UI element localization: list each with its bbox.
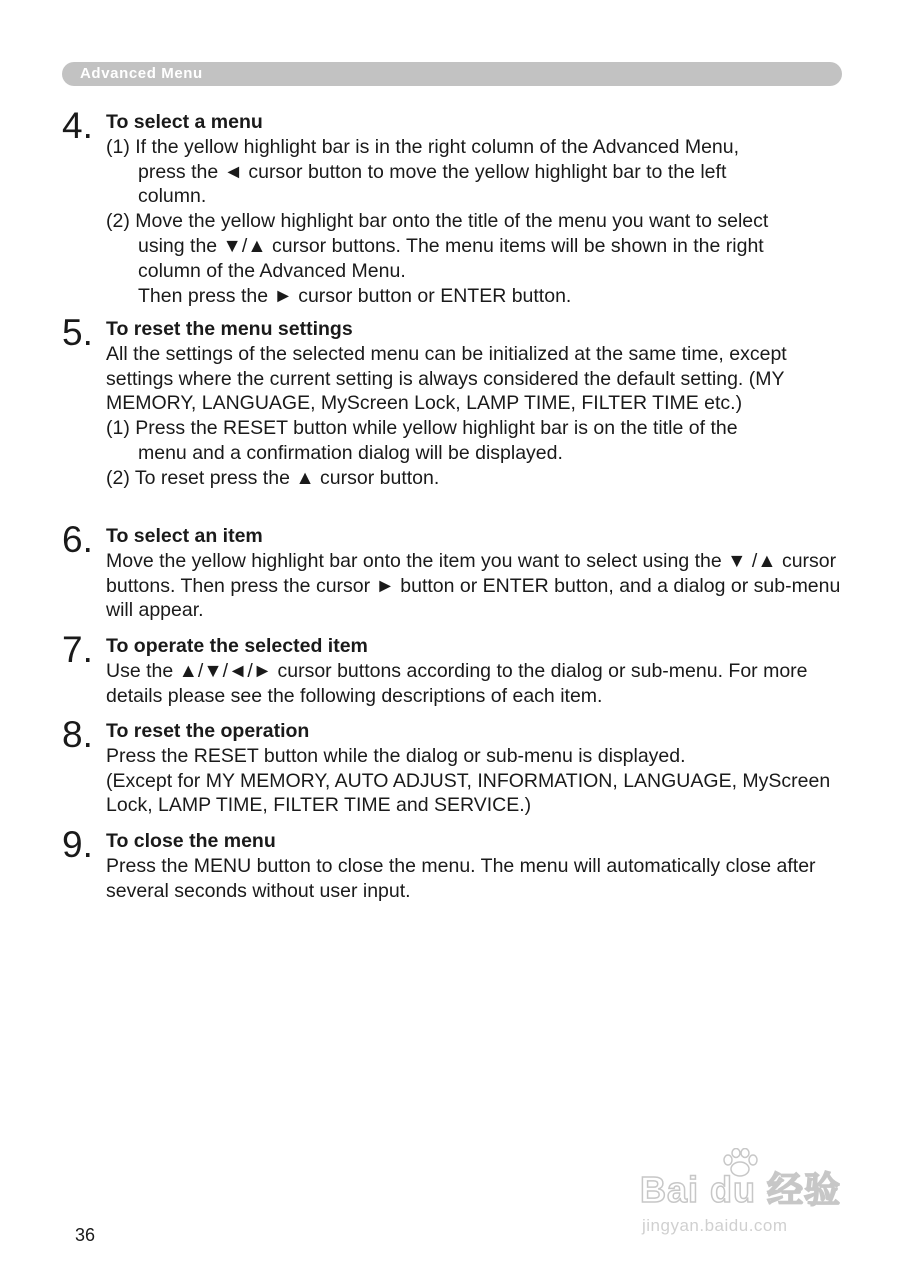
step-title: To reset the operation bbox=[106, 720, 310, 742]
step-content bbox=[106, 524, 846, 623]
sub-item-continuation: Then press the ► cursor button or ENTER button. bbox=[138, 284, 572, 307]
baidu-watermark bbox=[640, 1148, 855, 1248]
step-content bbox=[106, 110, 846, 308]
sub-item bbox=[106, 135, 846, 160]
sub-item bbox=[106, 209, 846, 234]
sub-item bbox=[106, 416, 846, 441]
sub-item-marker: (2) bbox=[106, 466, 130, 489]
step-number: 8. bbox=[62, 714, 93, 755]
step-body: Press the MENU button to close the menu. The menu will automatically close after several seconds without user input. bbox=[106, 854, 816, 902]
section-header-bar bbox=[62, 62, 842, 86]
sub-item-text: Press the RESET button while yellow highlight bar is on the title of the bbox=[135, 417, 738, 440]
sub-item-continuation: column. bbox=[138, 185, 207, 208]
page-number: 36 bbox=[75, 1225, 96, 1245]
sub-item-text: Move the yellow highlight bar onto the title of the menu you want to select bbox=[135, 210, 769, 233]
step-content bbox=[106, 317, 846, 491]
sub-item bbox=[106, 466, 846, 491]
sub-item-text: If the yellow highlight bar is in the right column of the Advanced Menu, bbox=[135, 135, 740, 158]
sub-item-text: To reset press the ▲ cursor button. bbox=[134, 466, 440, 489]
step-content bbox=[106, 829, 846, 903]
step-content bbox=[106, 634, 846, 708]
step-number: 6. bbox=[62, 519, 93, 560]
step-body: Move the yellow highlight bar onto the item you want to select using the ▼ /▲ cursor buttons. Then press the cursor ► button or ENTER button, and a dialog or sub-menu will appear. bbox=[106, 549, 841, 622]
step-number: 4. bbox=[62, 105, 93, 146]
step-number: 7. bbox=[62, 629, 93, 670]
sub-item-marker: (1) bbox=[106, 417, 130, 440]
sub-item-continuation: column of the Advanced Menu. bbox=[138, 259, 406, 282]
step-number: 5. bbox=[62, 312, 93, 353]
step-title: To select a menu bbox=[106, 111, 263, 133]
step-title: To reset the menu settings bbox=[106, 318, 353, 340]
step-number: 9. bbox=[62, 824, 93, 865]
section-title: Advanced Menu bbox=[80, 65, 203, 82]
step-body: All the settings of the selected menu can be initialized at the same time, except settings where the current setting is always considered the default setting. (MY MEMORY, LANGUAGE, MyScreen Lock, LAMP TIME, FILTER TIME etc.) bbox=[106, 342, 787, 415]
step-body: Use the ▲/▼/◄/► cursor buttons according to the dialog or sub-menu. For more details please see the following descriptions of each item. bbox=[106, 659, 808, 707]
sub-item-continuation: using the ▼/▲ cursor buttons. The menu items will be shown in the right bbox=[138, 234, 764, 257]
step-body: Press the RESET button while the dialog or sub-menu is displayed. bbox=[106, 744, 686, 767]
sub-item-marker: (1) bbox=[106, 135, 130, 158]
step-title: To select an item bbox=[106, 525, 263, 547]
sub-item-marker: (2) bbox=[106, 210, 130, 233]
sub-item-continuation: press the ◄ cursor button to move the yellow highlight bar to the left bbox=[138, 160, 727, 183]
step-content bbox=[106, 719, 846, 818]
step-title: To operate the selected item bbox=[106, 635, 368, 657]
watermark-url: jingyan.baidu.com bbox=[642, 1216, 788, 1235]
step-title: To close the menu bbox=[106, 830, 276, 852]
watermark-brand: Bai du 经验 bbox=[640, 1169, 842, 1210]
step-body-note: (Except for MY MEMORY, AUTO ADJUST, INFORMATION, LANGUAGE, MyScreen Lock, LAMP TIME, FILTER TIME and SERVICE.) bbox=[106, 769, 831, 817]
sub-item-continuation: menu and a confirmation dialog will be displayed. bbox=[138, 441, 563, 464]
